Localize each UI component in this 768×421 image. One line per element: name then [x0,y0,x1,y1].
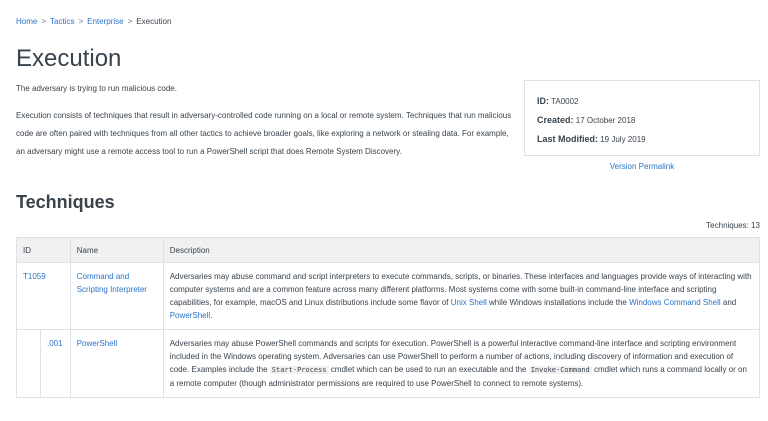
subtechnique-description-cell [163,330,759,398]
meta-modified-value: 19 July 2019 [600,135,646,144]
page-subtitle: The adversary is trying to run malicious code. [16,84,177,93]
techniques-table [16,237,760,398]
description-text: . [210,311,213,320]
breadcrumb-current: Execution [136,17,172,26]
tactic-description: Execution consists of techniques that result in adversary-controlled code running on a local or remote system. Techniques that run malicious code are often paired with techniques from all other tactics to achieve broader goals, like exploring a network or stealing data. For example, an adversary might use a remote access tool to run a PowerShell script that does Remote System Discovery. [16,111,512,156]
unix-shell-link[interactable]: Unix Shell [450,298,487,307]
subtechnique-name-link[interactable]: PowerShell [76,339,118,348]
breadcrumb-separator: > [127,17,133,26]
meta-id-value: TA0002 [551,97,579,106]
description-text: Adversaries may abuse PowerShell commands and scripts for execution. PowerShell is a powerful interactive command-line interface and scripting environment included in the Windows operating system. Adversaries can use PowerShell to perform a number of actions, including discovery of information and execution of code. Examples include the [169,339,737,374]
version-permalink-link[interactable]: Version Permalink [609,162,675,171]
powershell-link[interactable]: PowerShell [169,311,211,320]
table-row [17,263,760,330]
invoke-command-code: Invoke-Command [530,366,590,374]
meta-id-row [537,92,747,111]
meta-id-label: ID: [537,96,549,106]
technique-name-link[interactable]: Command and Scripting Interpreter [76,272,147,294]
subtechnique-name-cell [70,330,163,398]
header-name: Name [70,238,163,263]
techniques-heading: Techniques [16,192,115,212]
page-title: Execution [16,45,122,72]
breadcrumb-separator: > [78,17,84,26]
technique-description-cell [163,263,759,330]
description-text: while Windows installations include the [486,298,630,307]
technique-id-link[interactable]: T1059 [23,272,46,281]
description-text: cmdlet which runs a command locally or on a remote computer (though administrator permissions are required to use PowerShell to connect to remote systems). [169,365,747,388]
header-id: ID [17,238,71,263]
breadcrumb [16,17,171,26]
meta-modified-row [537,130,747,149]
description-text: cmdlet which can be used to run an executable and the [328,365,529,374]
breadcrumb-enterprise-link[interactable]: Enterprise [87,17,124,26]
description-text: Adversaries may abuse command and script interpreters to execute commands, scripts, or binaries. These interfaces and languages provide ways of interacting with computer systems and are a common feature across many different platforms. Most systems come with some built-in command-line interface and scripting capabilities, for example, macOS and Linux distributions include some flavor of [169,272,752,307]
table-row [17,330,760,398]
start-process-code: Start-Process [271,366,327,374]
meta-created-value: 17 October 2018 [575,116,636,125]
windows-command-shell-link[interactable]: Windows Command Shell [629,298,721,307]
subtechnique-indent [17,330,41,398]
table-header-row [17,238,760,263]
techniques-count: Techniques: 13 [706,221,760,230]
breadcrumb-home-link[interactable]: Home [16,17,38,26]
meta-modified-label: Last Modified: [537,134,598,144]
header-description: Description [163,238,759,263]
meta-created-row [537,111,747,130]
description-text: and [720,298,737,307]
technique-name-cell [70,263,163,330]
technique-id-cell [17,263,71,330]
subtechnique-id-link[interactable]: .001 [47,339,63,348]
breadcrumb-separator: > [41,17,47,26]
tactic-meta-card [524,80,760,156]
meta-created-label: Created: [537,115,574,125]
breadcrumb-tactics-link[interactable]: Tactics [50,17,75,26]
subtechnique-id-cell [41,330,71,398]
